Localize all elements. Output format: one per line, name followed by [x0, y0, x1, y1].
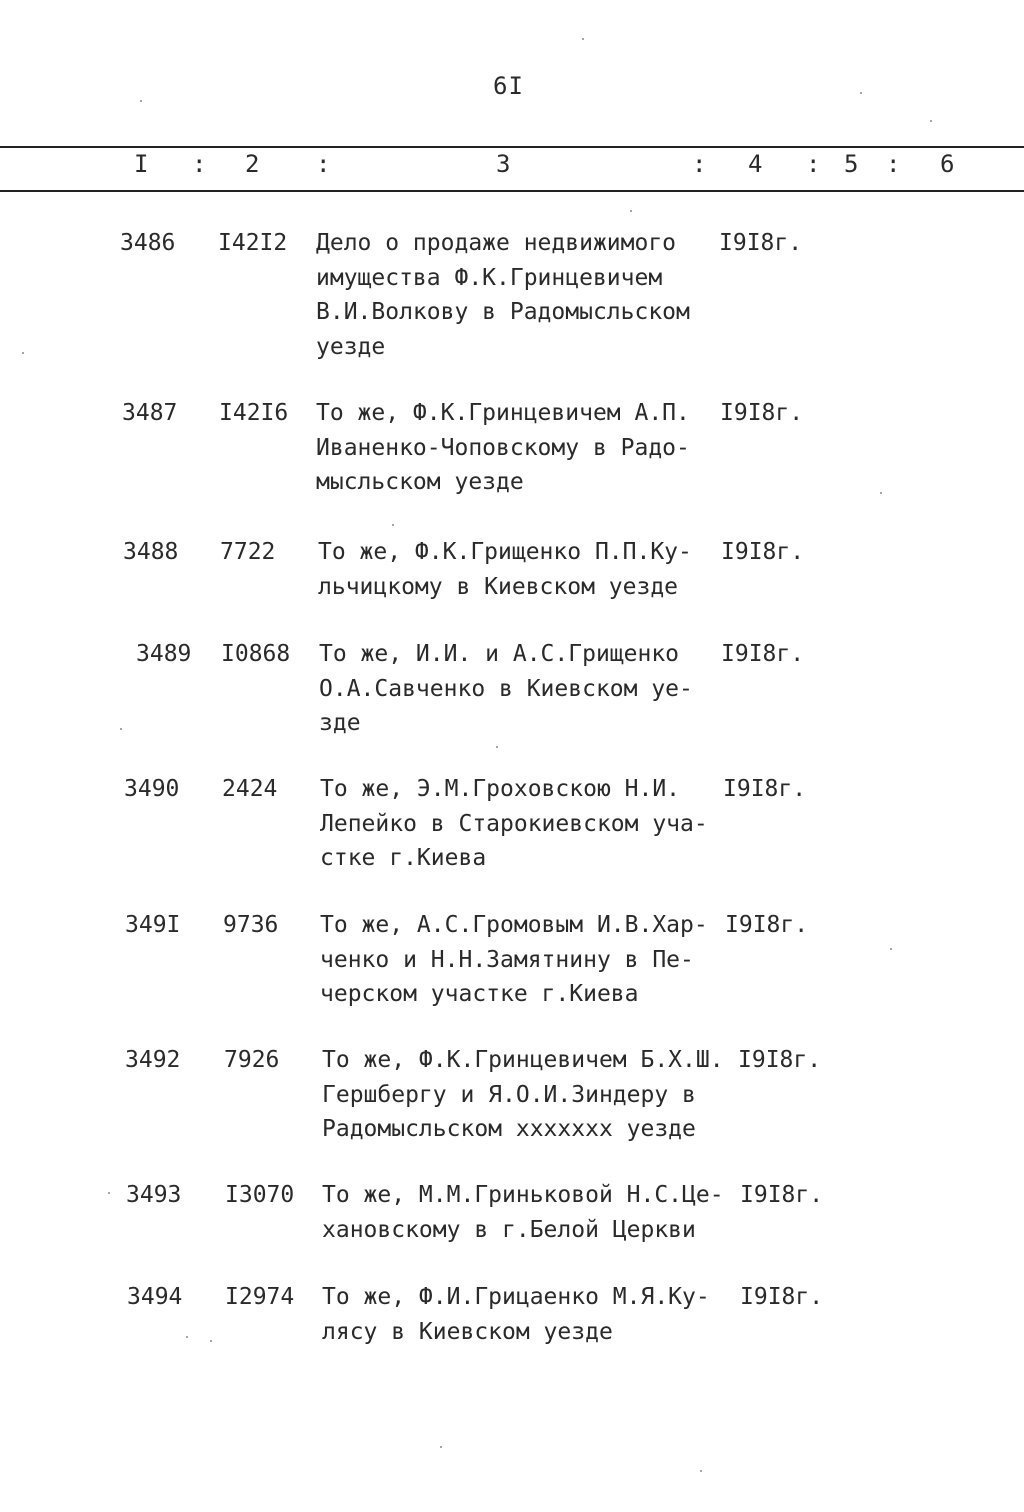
record-code: I42I2 [218, 230, 288, 256]
scan-speck [930, 120, 932, 122]
record-description [322, 1178, 722, 1247]
scan-speck [582, 38, 584, 40]
description-line: То же, И.И. и А.С.Грищенко [319, 641, 680, 667]
scan-speck [120, 728, 122, 730]
column-separator: : [886, 150, 901, 178]
record-description [318, 535, 718, 604]
description-line: То же, А.С.Громовым И.В.Хар- [320, 912, 708, 938]
scan-speck [392, 524, 394, 526]
column-separator: : [692, 150, 707, 178]
record-code: 9736 [223, 912, 279, 938]
description-line: То же, Ф.И.Грицаенко М.Я.Ку- [322, 1284, 710, 1310]
record-number: 3490 [124, 776, 180, 802]
description-line: То же, Ф.К.Гринцевичем А.П. [316, 400, 690, 426]
description-line: имущества Ф.К.Гринцевичем [316, 264, 663, 291]
page-number: 6I [493, 72, 524, 100]
scan-speck [860, 92, 862, 94]
description-line: Дело о продаже недвижимого [316, 230, 677, 256]
description-line: Радомысльском ххххххх уезде [322, 1116, 696, 1142]
column-header-6: 6 [940, 150, 955, 178]
scan-speck [108, 1192, 110, 1194]
scan-speck [186, 1336, 188, 1338]
record-description [322, 1280, 722, 1349]
description-line: льчицкому в Киевском уезде [318, 573, 679, 600]
description-line: Лепейко в Старокиевском уча- [320, 810, 708, 837]
record-code: I0868 [221, 641, 291, 667]
column-separator: : [316, 150, 331, 178]
description-line: хановскому в г.Белой Церкви [322, 1216, 696, 1243]
record-number: 3486 [120, 230, 176, 256]
scan-speck [880, 492, 882, 494]
record-year: I9I8г. [721, 641, 805, 667]
scan-speck [22, 352, 24, 354]
record-year: I9I8г. [725, 912, 809, 938]
record-number: 3489 [136, 641, 192, 667]
record-code: I42I6 [219, 400, 289, 426]
record-number: 3492 [125, 1047, 181, 1073]
column-header-1: I [134, 150, 149, 178]
description-line: О.А.Савченко в Киевском уе- [319, 675, 693, 702]
record-description [322, 1043, 722, 1147]
description-line: То же, Ф.К.Гринцевичем Б.Х.Ш. [322, 1047, 724, 1073]
scan-speck [440, 1446, 442, 1448]
description-line: Гершбергу и Я.О.И.Зиндеру в [322, 1081, 696, 1108]
scan-speck [890, 948, 892, 950]
description-line: В.И.Волкову в Радомысльском [316, 299, 690, 325]
header-bottom-rule [0, 190, 1024, 192]
column-separator: : [192, 150, 207, 178]
description-line: То же, Э.М.Гроховскою Н.И. [320, 776, 681, 802]
record-description [320, 908, 720, 1012]
record-description [316, 396, 716, 500]
record-number: 3493 [126, 1182, 182, 1208]
scan-speck [630, 210, 632, 212]
column-separator: : [806, 150, 821, 178]
record-number: 3488 [123, 539, 179, 565]
record-year: I9I8г. [720, 400, 804, 426]
record-number: 3494 [127, 1284, 183, 1310]
scan-speck [700, 1470, 702, 1472]
record-code: 7722 [220, 539, 276, 565]
description-line: лясу в Киевском уезде [322, 1318, 613, 1345]
header-top-rule [0, 146, 1024, 148]
description-line: стке г.Киева [320, 845, 487, 871]
record-description [319, 637, 719, 741]
record-code: 2424 [222, 776, 278, 802]
column-header-3: 3 [496, 150, 511, 178]
record-year: I9I8г. [740, 1284, 824, 1310]
record-description [316, 226, 716, 364]
scan-speck [496, 746, 498, 748]
record-year: I9I8г. [740, 1182, 824, 1208]
description-line: уезде [316, 333, 386, 360]
description-line: черском участке г.Киева [320, 981, 639, 1007]
record-code: I2974 [225, 1284, 295, 1310]
record-number: 349I [125, 912, 181, 938]
description-line: мысльском уезде [316, 469, 524, 495]
description-line: То же, Ф.К.Грищенко П.П.Ку- [318, 539, 692, 565]
column-header-4: 4 [748, 150, 763, 178]
column-header-2: 2 [245, 150, 260, 178]
scan-speck [140, 100, 142, 102]
record-code: 7926 [224, 1047, 280, 1073]
record-description [320, 772, 720, 876]
record-number: 3487 [122, 400, 178, 426]
record-year: I9I8г. [738, 1047, 822, 1073]
description-line: зде [319, 710, 361, 736]
description-line: ченко и Н.Н.Замятнину в Пе- [320, 946, 694, 973]
description-line: То же, М.М.Гриньковой Н.С.Це- [322, 1182, 724, 1208]
description-line: Иваненко-Чоповскому в Радо- [316, 434, 690, 461]
scan-speck [210, 1340, 212, 1342]
column-header-5: 5 [844, 150, 859, 178]
record-code: I3070 [225, 1182, 295, 1208]
record-year: I9I8г. [723, 776, 807, 802]
record-year: I9I8г. [719, 230, 803, 256]
record-year: I9I8г. [721, 539, 805, 565]
